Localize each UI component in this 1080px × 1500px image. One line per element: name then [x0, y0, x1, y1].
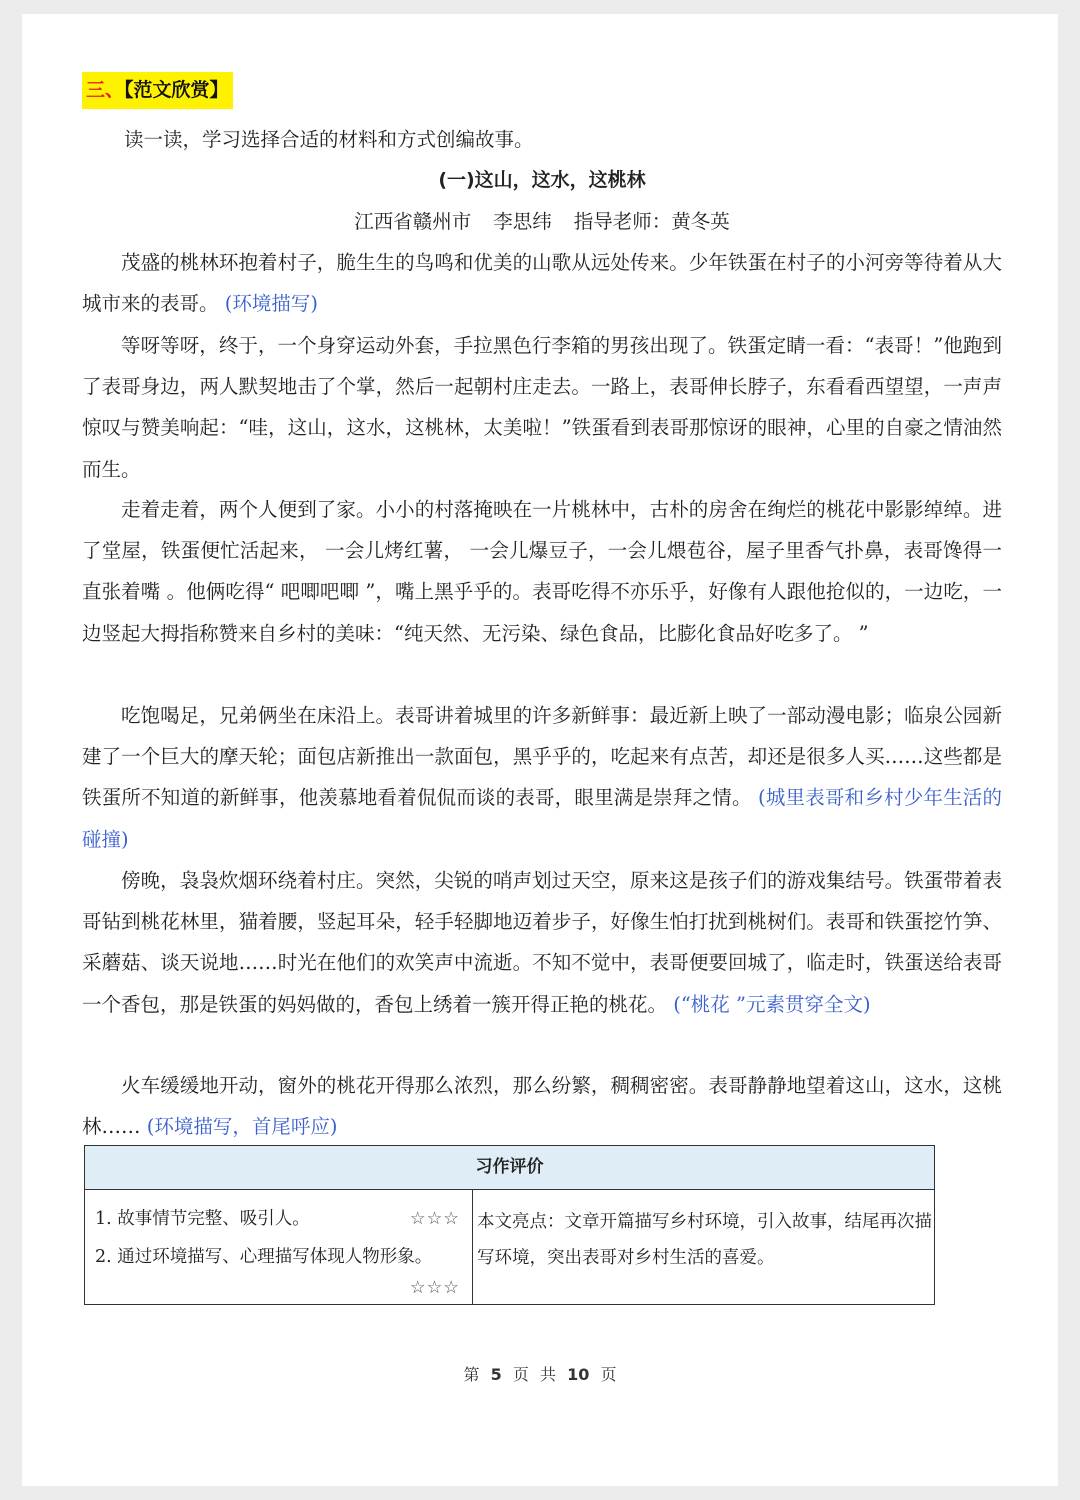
- total-page-number: 10: [567, 1365, 590, 1384]
- paragraph-text: 茂盛的桃林环抱着村子，脆生生的鸟鸣和优美的山歌从远处传来。少年铁蛋在村子的小河旁等待着从大城市来的表哥。: [82, 251, 1002, 316]
- paragraph: [82, 489, 1002, 654]
- paragraph: [82, 860, 1002, 1025]
- page-footer: [0, 1362, 1080, 1385]
- story-title: (一)这山，这水，这桃林: [438, 169, 646, 191]
- highlight-cell: 本文亮点：文章开篇描写乡村环境，引入故事，结尾再次描写环境，突出表哥对乡村生活的喜爱。: [477, 1212, 932, 1268]
- evaluation-header: 习作评价: [85, 1146, 934, 1190]
- current-page-number: 5: [490, 1365, 502, 1384]
- paragraph: [82, 1065, 1002, 1147]
- paragraph: [82, 695, 1002, 860]
- criterion-row: [95, 1238, 472, 1276]
- paragraph: [82, 325, 1002, 490]
- paragraph-text: 走着走着，两个人便到了家。小小的村落掩映在一片桃林中，古朴的房舍在绚烂的桃花中影影绰绰。进了堂屋，铁蛋便忙活起来， 一会儿烤红薯， 一会儿爆豆子，一会儿煨苞谷，屋子里香气扑鼻，表哥馋得一直张着嘴 。他俩吃得“ 吧唧吧唧 ”，嘴上黑乎乎的。表哥吃得不亦乐乎，好像有人跟他抢似的，一边吃，一边竖起大拇指称赞来自乡村的美味：“纯天然、无污染、绿色食品，比膨化食品好吃多了。 ”: [82, 498, 1002, 645]
- intro-text: 读一读，学习选择合适的材料和方式创编故事。: [124, 128, 534, 151]
- paragraph-text: 傍晚，袅袅炊烟环绕着村庄。突然，尖锐的哨声划过天空，原来这是孩子们的游戏集结号。铁蛋带着表哥钻到桃花林里，猫着腰，竖起耳朵，轻手轻脚地迈着步子，好像生怕打扰到桃树们。表哥和铁蛋挖竹笋、采蘑菇、谈天说地……时光在他们的欢笑声中流逝。不知不觉中，表哥便要回城了，临走时，铁蛋送给表哥一个香包，那是铁蛋的妈妈做的，香包上绣着一簇开得正艳的桃花。: [82, 869, 1002, 1016]
- evaluation-table: [84, 1145, 935, 1305]
- paragraph-text: 吃饱喝足，兄弟俩坐在床沿上。表哥讲着城里的许多新鲜事：最近新上映了一部动漫电影；临泉公园新建了一个巨大的摩天轮；面包店新推出一款面包，黑乎乎的，吃起来有点苦，却还是很多人买……这些都是铁蛋所不知道的新鲜事，他羡慕地看着侃侃而谈的表哥，眼里满是崇拜之情。: [82, 704, 1002, 810]
- author-place: 江西省赣州市: [354, 210, 472, 233]
- annotation-note: (环境描写，首尾呼应): [146, 1115, 338, 1139]
- criterion-row: [95, 1200, 472, 1238]
- annotation-note: (环境描写): [224, 292, 318, 316]
- evaluation-body: [85, 1190, 934, 1305]
- section-number: 三、: [86, 79, 125, 101]
- paragraph-text: 火车缓缓地开动，窗外的桃花开得那么浓烈，那么纷繁，稠稠密密。表哥静静地望着这山，这水，这桃林……: [82, 1074, 1002, 1139]
- annotation-note: (“桃花 ”元素贯穿全文): [673, 992, 871, 1016]
- paragraph-text: 等呀等呀，终于，一个身穿运动外套，手拉黑色行李箱的男孩出现了。铁蛋定睛一看：“表哥！”他跑到了表哥身边，两人默契地击了个掌，然后一起朝村庄走去。一路上，表哥伸长脖子，东看看西望望，一声声惊叹与赞美响起：“哇，这山，这水，这桃林，太美啦！”铁蛋看到表哥那惊讶的眼神，心里的自豪之情油然而生。: [82, 334, 1002, 481]
- section-label: 【范文欣赏】: [124, 79, 229, 101]
- section-title: [82, 72, 233, 109]
- star-rating-icon: ☆☆☆: [409, 1209, 460, 1229]
- footer-suffix: 页: [600, 1365, 617, 1384]
- paragraph: [82, 242, 1002, 324]
- footer-middle: 页 共: [512, 1365, 556, 1384]
- footer-prefix: 第: [463, 1365, 480, 1384]
- criterion-text: 1. 故事情节完整、吸引人。: [95, 1209, 310, 1229]
- criterion-text: 2. 通过环境描写、心理描写体现人物形象。: [95, 1247, 433, 1267]
- annotation-note: (城里表哥和乡村少年生活的碰撞): [82, 786, 1002, 851]
- teacher-name: 指导老师：黄冬英: [573, 210, 730, 233]
- author-name: 李思纬: [493, 210, 552, 233]
- star-rating-icon: ☆☆☆: [409, 1278, 460, 1298]
- criteria-cell: [85, 1190, 473, 1305]
- story-byline: [82, 201, 1002, 242]
